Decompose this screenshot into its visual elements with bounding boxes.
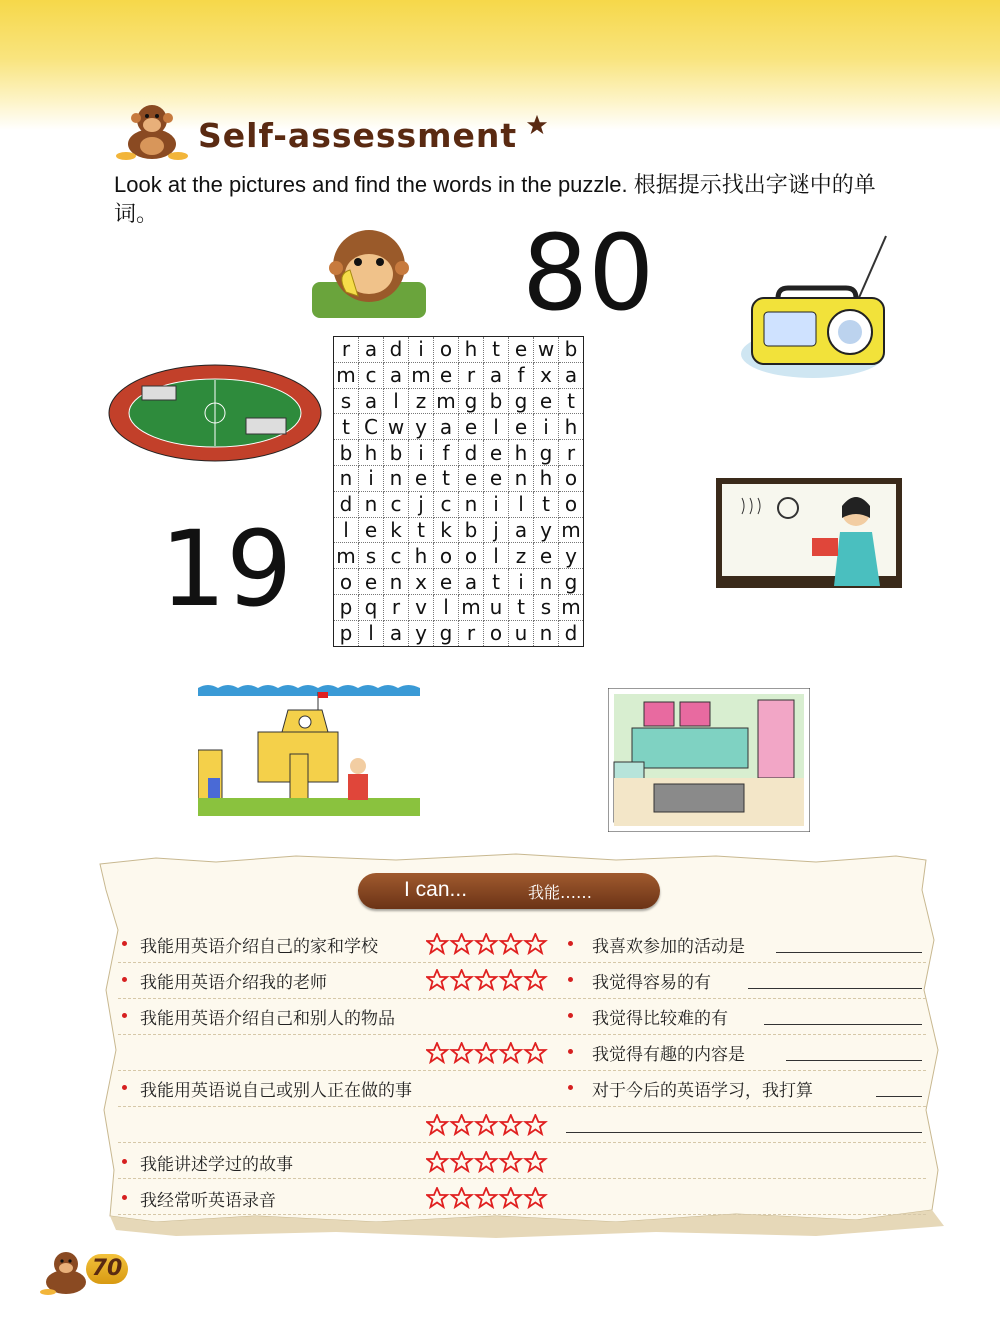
puzzle-row <box>334 491 584 517</box>
puzzle-cell[interactable]: c <box>359 362 384 388</box>
puzzle-cell[interactable]: z <box>509 543 534 569</box>
puzzle-cell[interactable]: b <box>484 388 509 414</box>
puzzle-cell[interactable]: y <box>409 414 434 440</box>
puzzle-cell[interactable]: h <box>409 543 434 569</box>
bullet-icon <box>122 1195 127 1200</box>
puzzle-cell[interactable]: w <box>534 337 559 363</box>
sports-field-picture <box>106 362 324 464</box>
page-title: Self-assessment <box>198 116 518 155</box>
puzzle-cell[interactable]: e <box>534 543 559 569</box>
puzzle-cell[interactable]: a <box>434 414 459 440</box>
rating-stars-icon[interactable] <box>426 933 550 955</box>
puzzle-row <box>334 362 584 388</box>
divider-line <box>118 1034 926 1035</box>
divider-line <box>118 962 926 963</box>
right-item-5: 对于今后的英语学习，我打算 <box>592 1081 813 1101</box>
puzzle-cell[interactable]: i <box>484 491 509 517</box>
puzzle-cell[interactable]: v <box>409 594 434 620</box>
puzzle-row <box>334 543 584 569</box>
number-80: 80 <box>522 212 655 334</box>
puzzle-cell[interactable]: n <box>534 620 559 646</box>
puzzle-row <box>334 620 584 646</box>
puzzle-cell[interactable]: z <box>409 388 434 414</box>
puzzle-cell[interactable]: i <box>359 465 384 491</box>
puzzle-cell[interactable]: b <box>384 440 409 466</box>
divider-line <box>118 1142 926 1143</box>
puzzle-cell[interactable]: h <box>534 465 559 491</box>
puzzle-cell[interactable]: a <box>509 517 534 543</box>
puzzle-cell[interactable]: n <box>459 491 484 517</box>
puzzle-cell[interactable]: e <box>434 569 459 595</box>
puzzle-cell[interactable]: s <box>359 543 384 569</box>
puzzle-cell[interactable]: q <box>359 594 384 620</box>
puzzle-cell[interactable]: m <box>434 388 459 414</box>
puzzle-cell[interactable]: k <box>434 517 459 543</box>
puzzle-row <box>334 440 584 466</box>
puzzle-cell[interactable]: j <box>409 491 434 517</box>
puzzle-cell[interactable]: t <box>509 594 534 620</box>
puzzle-cell[interactable]: d <box>559 620 584 646</box>
puzzle-cell[interactable]: g <box>534 440 559 466</box>
puzzle-cell[interactable]: n <box>509 465 534 491</box>
puzzle-cell[interactable]: m <box>559 517 584 543</box>
divider-line <box>118 1178 926 1179</box>
puzzle-cell[interactable]: b <box>334 440 359 466</box>
puzzle-cell[interactable]: h <box>559 414 584 440</box>
puzzle-cell[interactable]: e <box>509 414 534 440</box>
puzzle-cell[interactable]: e <box>359 569 384 595</box>
puzzle-row <box>334 337 584 363</box>
puzzle-cell[interactable]: n <box>334 465 359 491</box>
puzzle-cell[interactable]: a <box>559 362 584 388</box>
left-item-1: 我能用英语介绍自己的家和学校 <box>140 937 378 957</box>
puzzle-cell[interactable]: o <box>559 491 584 517</box>
puzzle-cell[interactable]: u <box>484 594 509 620</box>
puzzle-cell[interactable]: y <box>559 543 584 569</box>
puzzle-cell[interactable]: f <box>434 440 459 466</box>
puzzle-cell[interactable]: t <box>484 337 509 363</box>
puzzle-cell[interactable]: w <box>384 414 409 440</box>
puzzle-cell[interactable]: s <box>334 388 359 414</box>
bullet-icon <box>122 1159 127 1164</box>
monkey-eating-banana-picture <box>306 222 432 318</box>
puzzle-cell[interactable]: h <box>459 337 484 363</box>
puzzle-cell[interactable]: x <box>534 362 559 388</box>
puzzle-cell[interactable]: e <box>459 414 484 440</box>
star-icon <box>526 114 548 136</box>
puzzle-cell[interactable]: r <box>459 362 484 388</box>
puzzle-cell[interactable]: e <box>509 337 534 363</box>
puzzle-cell[interactable]: a <box>384 620 409 646</box>
puzzle-cell[interactable]: i <box>534 414 559 440</box>
monkey-mascot-icon <box>112 100 192 162</box>
right-item-1: 我喜欢参加的活动是 <box>592 937 745 957</box>
puzzle-cell[interactable]: o <box>459 543 484 569</box>
puzzle-cell[interactable]: i <box>409 337 434 363</box>
puzzle-cell[interactable]: m <box>334 543 359 569</box>
bullet-icon <box>122 1085 127 1090</box>
puzzle-cell[interactable]: m <box>409 362 434 388</box>
puzzle-cell[interactable]: g <box>559 569 584 595</box>
right-item-4: 我觉得有趣的内容是 <box>592 1045 745 1065</box>
divider-line <box>118 1214 926 1215</box>
puzzle-row <box>334 517 584 543</box>
puzzle-cell[interactable]: l <box>509 491 534 517</box>
answer-blank[interactable] <box>748 988 922 989</box>
puzzle-cell[interactable]: g <box>434 620 459 646</box>
bullet-icon <box>122 977 127 982</box>
left-item-2: 我能用英语介绍我的老师 <box>140 973 327 993</box>
radio-picture <box>738 232 888 382</box>
answer-blank[interactable] <box>566 1132 922 1133</box>
rating-stars-icon[interactable] <box>426 1114 550 1136</box>
bullet-icon <box>568 941 573 946</box>
page-number: 70 <box>86 1254 128 1284</box>
puzzle-cell[interactable]: l <box>434 594 459 620</box>
puzzle-cell[interactable]: h <box>509 440 534 466</box>
puzzle-cell[interactable]: b <box>459 517 484 543</box>
puzzle-cell[interactable]: f <box>509 362 534 388</box>
puzzle-cell[interactable]: p <box>334 594 359 620</box>
puzzle-cell[interactable]: e <box>359 517 384 543</box>
puzzle-cell[interactable]: n <box>384 569 409 595</box>
puzzle-cell[interactable]: r <box>459 620 484 646</box>
puzzle-cell[interactable]: e <box>484 465 509 491</box>
puzzle-cell[interactable]: a <box>384 362 409 388</box>
rating-stars-icon[interactable] <box>426 969 550 991</box>
puzzle-cell[interactable]: l <box>384 388 409 414</box>
puzzle-cell[interactable]: a <box>359 337 384 363</box>
bullet-icon <box>568 1013 573 1018</box>
left-item-4: 我能用英语说自己或别人正在做的事 <box>140 1081 412 1101</box>
puzzle-cell[interactable]: l <box>484 414 509 440</box>
puzzle-cell[interactable]: r <box>559 440 584 466</box>
puzzle-cell[interactable]: a <box>484 362 509 388</box>
school-picture <box>198 682 420 816</box>
puzzle-cell[interactable]: e <box>484 440 509 466</box>
answer-blank[interactable] <box>764 1024 922 1025</box>
puzzle-cell[interactable]: n <box>534 569 559 595</box>
puzzle-cell[interactable]: u <box>509 620 534 646</box>
puzzle-cell[interactable]: g <box>509 388 534 414</box>
rating-stars-icon[interactable] <box>426 1151 550 1173</box>
puzzle-cell[interactable]: r <box>384 594 409 620</box>
rating-stars-icon[interactable] <box>426 1187 550 1209</box>
puzzle-cell[interactable]: t <box>409 517 434 543</box>
i-can-label-chinese: 我能…… <box>528 883 593 902</box>
puzzle-cell[interactable]: o <box>434 337 459 363</box>
puzzle-cell[interactable]: o <box>434 543 459 569</box>
bullet-icon <box>122 941 127 946</box>
page-number-badge <box>38 1246 138 1296</box>
puzzle-cell[interactable]: t <box>534 491 559 517</box>
puzzle-cell[interactable]: k <box>384 517 409 543</box>
puzzle-cell[interactable]: e <box>534 388 559 414</box>
puzzle-cell[interactable]: e <box>434 362 459 388</box>
puzzle-row <box>334 414 584 440</box>
right-item-3: 我觉得比较难的有 <box>592 1009 728 1029</box>
puzzle-cell[interactable]: m <box>334 362 359 388</box>
puzzle-row <box>334 594 584 620</box>
left-item-3: 我能用英语介绍自己和别人的物品 <box>140 1009 395 1029</box>
puzzle-cell[interactable]: t <box>334 414 359 440</box>
puzzle-cell[interactable]: c <box>434 491 459 517</box>
puzzle-cell[interactable]: a <box>459 569 484 595</box>
puzzle-cell[interactable]: o <box>559 465 584 491</box>
left-item-5: 我能讲述学过的故事 <box>140 1155 293 1175</box>
puzzle-cell[interactable]: y <box>409 620 434 646</box>
bullet-icon <box>568 1085 573 1090</box>
instructions-text: Look at the pictures and find the words in the puzzle. 根据提示找出字谜中的单词。 <box>114 172 876 226</box>
rating-stars-icon[interactable] <box>426 1042 550 1064</box>
puzzle-cell[interactable]: t <box>559 388 584 414</box>
puzzle-cell[interactable]: d <box>384 337 409 363</box>
puzzle-cell[interactable]: c <box>384 543 409 569</box>
divider-line <box>118 1106 926 1107</box>
puzzle-cell[interactable]: r <box>334 337 359 363</box>
puzzle-cell[interactable]: l <box>484 543 509 569</box>
puzzle-cell[interactable]: s <box>534 594 559 620</box>
puzzle-cell[interactable]: n <box>359 491 384 517</box>
left-item-6: 我经常听英语录音 <box>140 1191 276 1211</box>
puzzle-row <box>334 388 584 414</box>
bullet-icon <box>568 1049 573 1054</box>
puzzle-cell[interactable]: x <box>409 569 434 595</box>
puzzle-cell[interactable]: c <box>384 491 409 517</box>
puzzle-cell[interactable]: e <box>459 465 484 491</box>
puzzle-cell[interactable]: i <box>409 440 434 466</box>
puzzle-cell[interactable]: o <box>484 620 509 646</box>
answer-blank[interactable] <box>876 1096 922 1097</box>
right-item-2: 我觉得容易的有 <box>592 973 711 993</box>
bullet-icon <box>122 1013 127 1018</box>
puzzle-row <box>334 569 584 595</box>
bathroom-picture <box>608 688 810 832</box>
word-search-grid <box>333 336 584 647</box>
puzzle-row <box>334 465 584 491</box>
answer-blank[interactable] <box>776 952 922 953</box>
puzzle-cell[interactable]: p <box>334 620 359 646</box>
divider-line <box>118 1070 926 1071</box>
puzzle-cell[interactable]: j <box>484 517 509 543</box>
puzzle-cell[interactable]: n <box>384 465 409 491</box>
puzzle-cell[interactable]: l <box>334 517 359 543</box>
puzzle-cell[interactable]: b <box>559 337 584 363</box>
answer-blank[interactable] <box>786 1060 922 1061</box>
puzzle-cell[interactable]: g <box>459 388 484 414</box>
puzzle-cell[interactable]: d <box>334 491 359 517</box>
teacher-at-blackboard-picture <box>716 478 902 588</box>
puzzle-cell[interactable]: d <box>459 440 484 466</box>
i-can-label-english: I can... <box>404 878 468 901</box>
puzzle-cell[interactable]: t <box>434 465 459 491</box>
puzzle-cell[interactable]: l <box>359 620 384 646</box>
puzzle-cell[interactable]: h <box>359 440 384 466</box>
puzzle-cell[interactable]: y <box>534 517 559 543</box>
puzzle-cell[interactable]: a <box>359 388 384 414</box>
puzzle-cell[interactable]: i <box>509 569 534 595</box>
puzzle-cell[interactable]: e <box>409 465 434 491</box>
puzzle-cell[interactable]: o <box>334 569 359 595</box>
puzzle-cell[interactable]: C <box>359 414 384 440</box>
bullet-icon <box>568 977 573 982</box>
puzzle-cell[interactable]: m <box>459 594 484 620</box>
number-19: 19 <box>160 508 293 630</box>
puzzle-cell[interactable]: m <box>559 594 584 620</box>
puzzle-cell[interactable]: t <box>484 569 509 595</box>
divider-line <box>118 998 926 999</box>
